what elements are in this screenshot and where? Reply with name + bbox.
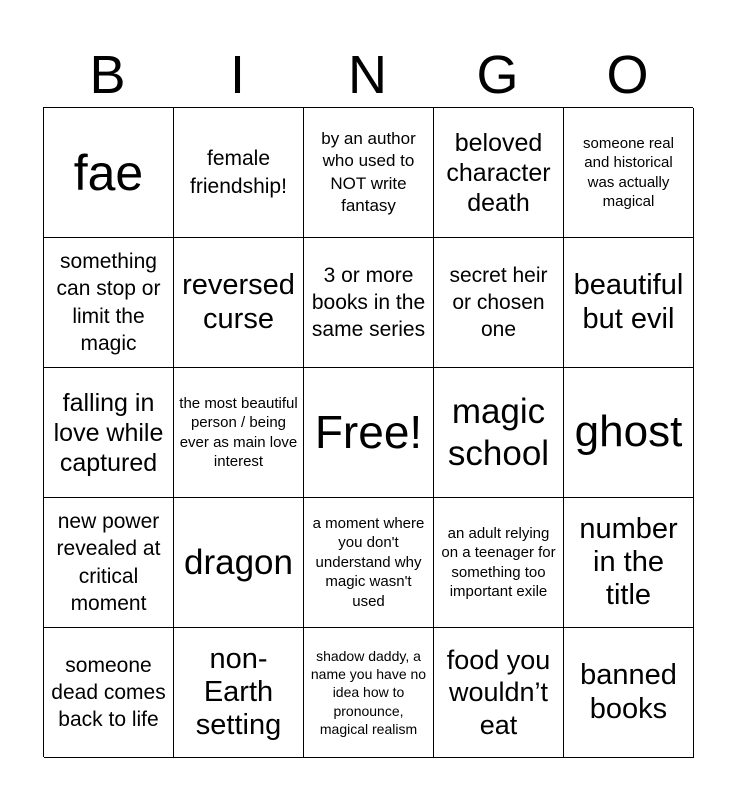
bingo-cell[interactable]: non-Earth setting (174, 628, 304, 758)
bingo-cell[interactable]: shadow daddy, a name you have no idea how to pronounce, magical realism (304, 628, 434, 758)
header-letter-n: N (348, 45, 388, 105)
header-letter-o: O (606, 45, 650, 105)
bingo-cell[interactable]: dragon (174, 498, 304, 628)
bingo-cell[interactable]: someone dead comes back to life (44, 628, 174, 758)
bingo-cell[interactable]: ghost (564, 368, 694, 498)
bingo-cell[interactable]: secret heir or chosen one (434, 238, 564, 368)
bingo-cell[interactable]: someone real and historical was actually magical (564, 108, 694, 238)
bingo-header (43, 42, 693, 108)
header-letter-i: I (229, 45, 246, 105)
bingo-cell[interactable]: reversed curse (174, 238, 304, 368)
header-letter-b: B (89, 45, 127, 105)
bingo-cell[interactable]: new power revealed at critical moment (44, 498, 174, 628)
bingo-cell[interactable]: 3 or more books in the same series (304, 238, 434, 368)
header-letter-g: G (476, 45, 520, 105)
bingo-cell[interactable]: an adult relying on a teenager for something too important exile (434, 498, 564, 628)
bingo-cell[interactable]: a moment where you don't understand why magic wasn't used (304, 498, 434, 628)
bingo-cell[interactable]: beautiful but evil (564, 238, 694, 368)
bingo-cell[interactable]: beloved character death (434, 108, 564, 238)
bingo-cell[interactable]: falling in love while captured (44, 368, 174, 498)
free-cell[interactable]: Free! (304, 368, 434, 498)
bingo-cell[interactable]: something can stop or limit the magic (44, 238, 174, 368)
bingo-cell[interactable]: female friendship! (174, 108, 304, 238)
bingo-cell[interactable]: the most beautiful person / being ever as main love interest (174, 368, 304, 498)
bingo-cell[interactable]: fae (44, 108, 174, 238)
bingo-cell[interactable]: by an author who used to NOT write fantasy (304, 108, 434, 238)
bingo-grid (43, 107, 693, 757)
bingo-cell[interactable]: number in the title (564, 498, 694, 628)
bingo-cell[interactable]: magic school (434, 368, 564, 498)
bingo-cell[interactable]: banned books (564, 628, 694, 758)
bingo-cell[interactable]: food you wouldn’t eat (434, 628, 564, 758)
